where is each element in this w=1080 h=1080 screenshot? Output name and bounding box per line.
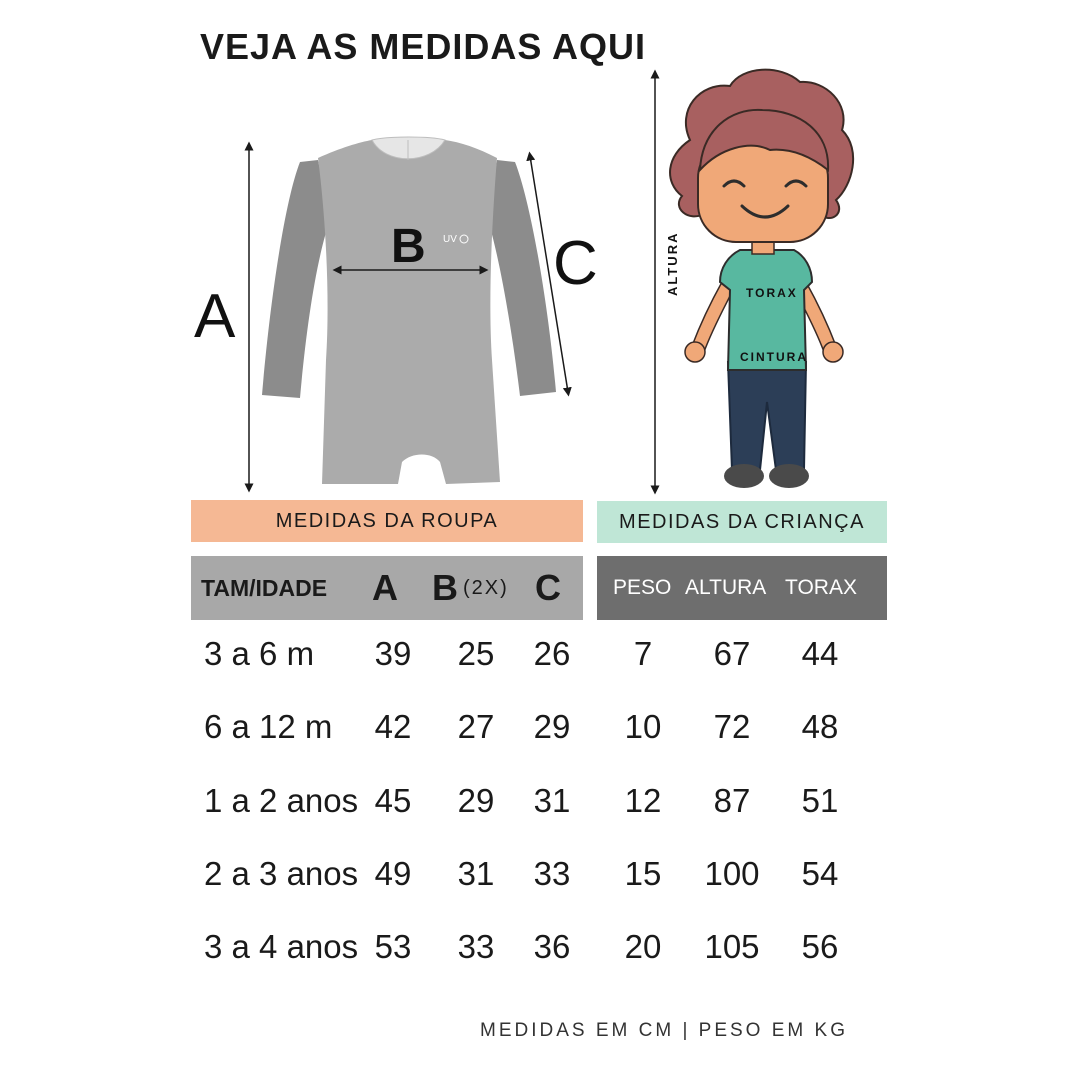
header-b-note: (2X) (463, 576, 509, 599)
cell-tam-idade: 1 a 2 anos (204, 782, 359, 819)
cell-peso: 20 (624, 928, 662, 965)
left-arm (692, 282, 732, 352)
header-peso: PESO (613, 576, 672, 599)
units-footer: MEDIDAS EM CM | PESO EM KG (480, 1020, 848, 1041)
cell-c: 33 (533, 855, 571, 892)
cell-b: 25 (457, 635, 495, 672)
cell-peso: 12 (624, 782, 662, 819)
roupa-section-title: MEDIDAS DA ROUPA (191, 500, 583, 542)
header-a: A (372, 567, 398, 608)
cell-b: 27 (457, 708, 495, 745)
cell-torax: 54 (801, 855, 839, 892)
header-torax: TORAX (785, 576, 857, 599)
uv-logo: UV (443, 234, 457, 245)
cell-altura: 87 (713, 782, 751, 819)
cell-tam-idade: 3 a 4 anos (204, 928, 359, 965)
cell-altura: 105 (704, 928, 760, 965)
cell-torax: 56 (801, 928, 839, 965)
cell-torax: 51 (801, 782, 839, 819)
cell-tam-idade: 2 a 3 anos (204, 855, 359, 892)
left-hand (685, 342, 705, 362)
cell-a: 45 (374, 782, 412, 819)
label-a: A (194, 282, 236, 351)
crianca-header-row (597, 556, 887, 620)
torax-label: TORAX (746, 286, 798, 300)
cell-altura: 72 (713, 708, 751, 745)
cell-c: 31 (533, 782, 571, 819)
cell-peso: 15 (624, 855, 662, 892)
header-c: C (535, 567, 561, 608)
cell-altura: 100 (704, 855, 760, 892)
header-altura: ALTURA (685, 576, 767, 599)
header-tam-idade: TAM/IDADE (201, 574, 328, 601)
cell-peso: 7 (633, 635, 653, 672)
header-b: B (432, 567, 458, 608)
cell-c: 26 (533, 635, 571, 672)
cell-c: 36 (533, 928, 571, 965)
cell-peso: 10 (624, 708, 662, 745)
cell-torax: 44 (801, 635, 839, 672)
cell-c: 29 (533, 708, 571, 745)
cell-a: 42 (374, 708, 412, 745)
right-hand (823, 342, 843, 362)
cell-a: 49 (374, 855, 412, 892)
page-title: VEJA AS MEDIDAS AQUI (200, 26, 647, 67)
child-illustration (0, 0, 900, 500)
child-pants (728, 362, 806, 470)
cell-torax: 48 (801, 708, 839, 745)
cell-a: 39 (374, 635, 412, 672)
cell-tam-idade: 6 a 12 m (204, 708, 333, 745)
right-shoe (769, 464, 809, 488)
cell-altura: 67 (713, 635, 751, 672)
label-c: C (553, 229, 598, 298)
cintura-label: CINTURA (740, 350, 808, 364)
roupa-header-row (191, 556, 583, 620)
cell-a: 53 (374, 928, 412, 965)
label-b: B (391, 220, 426, 273)
altura-label: ALTURA (665, 231, 680, 296)
crianca-section-title: MEDIDAS DA CRIANÇA (597, 501, 887, 543)
cell-tam-idade: 3 a 6 m (204, 635, 315, 672)
cell-b: 31 (457, 855, 495, 892)
left-shoe (724, 464, 764, 488)
cell-b: 29 (457, 782, 495, 819)
cell-b: 33 (457, 928, 495, 965)
